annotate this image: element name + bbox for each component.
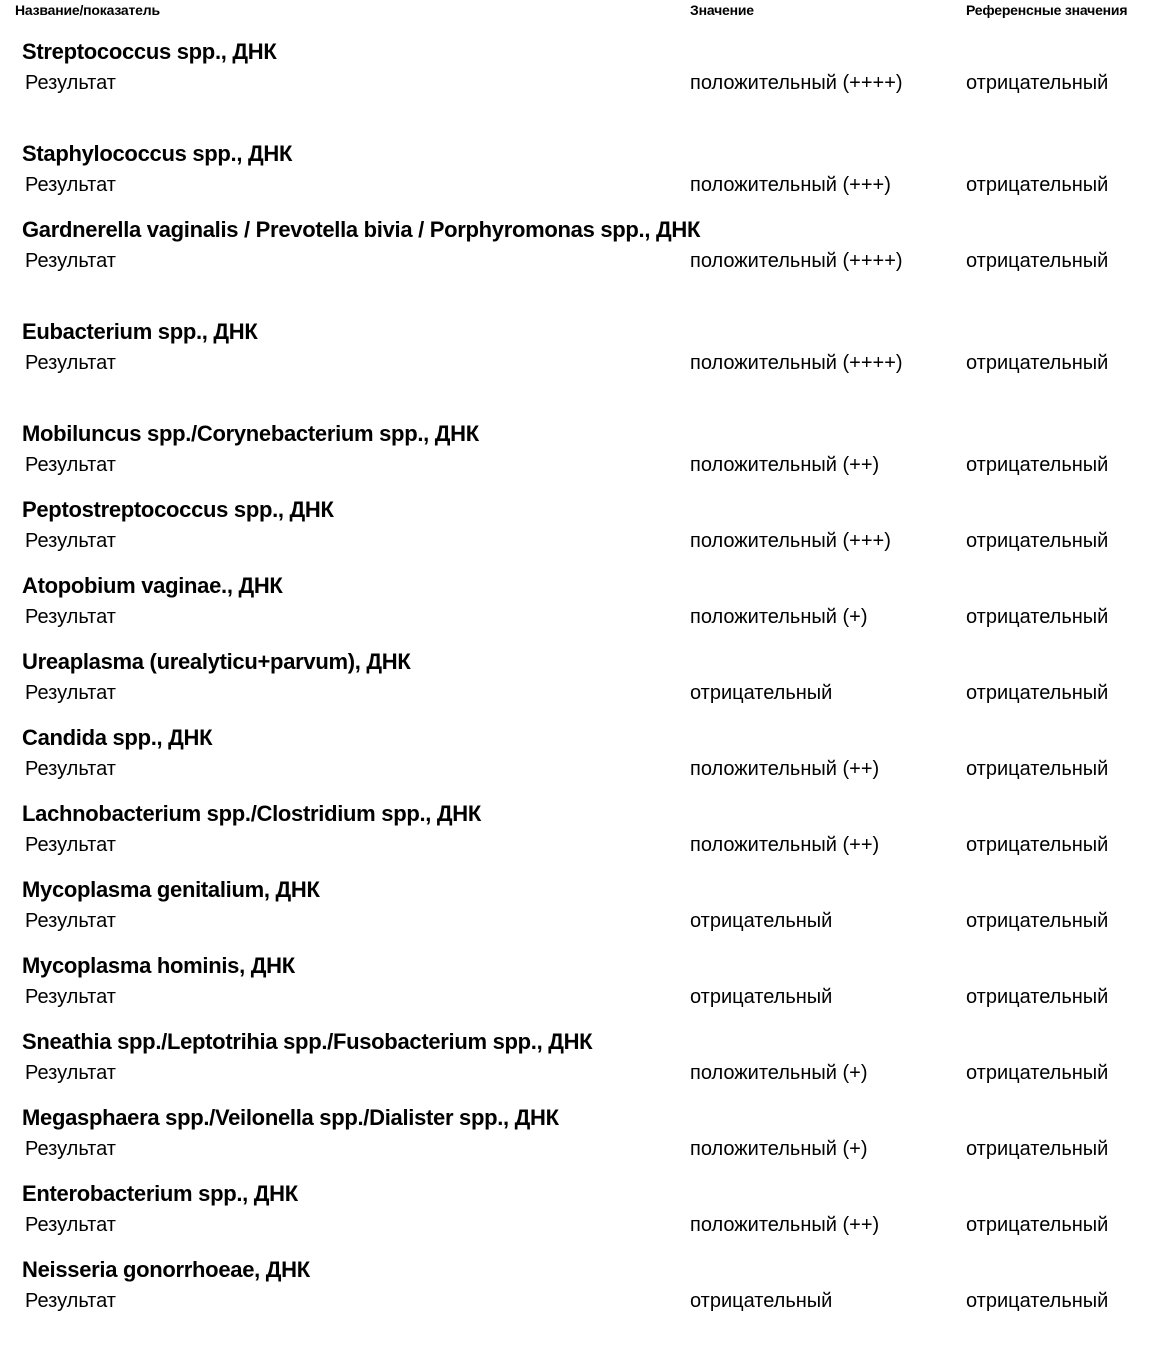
header-reference: Референсные значения bbox=[966, 2, 1128, 18]
test-group bbox=[0, 496, 1170, 572]
test-title: Ureaplasma (urealyticu+parvum), ДНК bbox=[22, 649, 411, 674]
test-title: Sneathia spp./Leptotrihia spp./Fusobacterium spp., ДНК bbox=[22, 1029, 593, 1054]
table-header bbox=[0, 0, 1170, 24]
test-title: Atopobium vaginae., ДНК bbox=[22, 573, 283, 598]
test-group bbox=[0, 318, 1170, 420]
result-value: отрицательный bbox=[690, 910, 833, 932]
result-row bbox=[0, 1288, 1170, 1332]
result-label: Результат bbox=[25, 834, 116, 856]
result-row bbox=[0, 756, 1170, 800]
test-title: Streptococcus spp., ДНК bbox=[22, 39, 277, 64]
result-row bbox=[0, 908, 1170, 952]
reference-value: отрицательный bbox=[966, 758, 1109, 780]
test-title: Staphylococcus spp., ДНК bbox=[22, 141, 293, 166]
test-group bbox=[0, 1180, 1170, 1256]
result-row bbox=[0, 1136, 1170, 1180]
result-row bbox=[0, 350, 1170, 420]
reference-value: отрицательный bbox=[966, 1290, 1109, 1312]
result-label: Результат bbox=[25, 910, 116, 932]
result-label: Результат bbox=[25, 1214, 116, 1236]
reference-value: отрицательный bbox=[966, 682, 1109, 704]
test-title: Mobiluncus spp./Corynebacterium spp., ДНК bbox=[22, 421, 479, 446]
result-label: Результат bbox=[25, 454, 116, 476]
test-group bbox=[0, 38, 1170, 140]
result-row bbox=[0, 984, 1170, 1028]
result-row bbox=[0, 528, 1170, 572]
test-title: Gardnerella vaginalis / Prevotella bivia / Porphyromonas spp., ДНК bbox=[22, 217, 701, 242]
result-value: положительный (+++) bbox=[690, 530, 891, 552]
result-row bbox=[0, 832, 1170, 876]
result-label: Результат bbox=[25, 530, 116, 552]
result-label: Результат bbox=[25, 250, 116, 272]
result-value: положительный (++++) bbox=[690, 352, 903, 374]
test-group bbox=[0, 800, 1170, 876]
reference-value: отрицательный bbox=[966, 834, 1109, 856]
reference-value: отрицательный bbox=[966, 352, 1109, 374]
result-value: положительный (+++) bbox=[690, 174, 891, 196]
test-group bbox=[0, 1028, 1170, 1104]
test-group bbox=[0, 216, 1170, 318]
test-title: Lachnobacterium spp./Clostridium spp., ДНК bbox=[22, 801, 481, 826]
test-group bbox=[0, 952, 1170, 1028]
result-value: положительный (++++) bbox=[690, 250, 903, 272]
result-value: положительный (+) bbox=[690, 606, 868, 628]
test-group bbox=[0, 648, 1170, 724]
reference-value: отрицательный bbox=[966, 1062, 1109, 1084]
result-value: положительный (+) bbox=[690, 1062, 868, 1084]
test-group bbox=[0, 572, 1170, 648]
result-row bbox=[0, 1060, 1170, 1104]
reference-value: отрицательный bbox=[966, 454, 1109, 476]
result-row bbox=[0, 680, 1170, 724]
test-group bbox=[0, 1256, 1170, 1332]
reference-value: отрицательный bbox=[966, 1138, 1109, 1160]
result-label: Результат bbox=[25, 1290, 116, 1312]
reference-value: отрицательный bbox=[966, 250, 1109, 272]
reference-value: отрицательный bbox=[966, 1214, 1109, 1236]
result-value: положительный (++++) bbox=[690, 72, 903, 94]
result-label: Результат bbox=[25, 758, 116, 780]
test-title: Mycoplasma genitalium, ДНК bbox=[22, 877, 320, 902]
result-label: Результат bbox=[25, 986, 116, 1008]
reference-value: отрицательный bbox=[966, 606, 1109, 628]
test-group bbox=[0, 1104, 1170, 1180]
result-value: отрицательный bbox=[690, 1290, 833, 1312]
reference-value: отрицательный bbox=[966, 174, 1109, 196]
result-label: Результат bbox=[25, 1138, 116, 1160]
test-title: Enterobacterium spp., ДНК bbox=[22, 1181, 298, 1206]
result-row bbox=[0, 70, 1170, 140]
test-title: Eubacterium spp., ДНК bbox=[22, 319, 258, 344]
header-name: Название/показатель bbox=[15, 2, 160, 18]
result-value: положительный (++) bbox=[690, 758, 880, 780]
result-label: Результат bbox=[25, 1062, 116, 1084]
test-group bbox=[0, 876, 1170, 952]
result-label: Результат bbox=[25, 174, 116, 196]
reference-value: отрицательный bbox=[966, 986, 1109, 1008]
test-title: Mycoplasma hominis, ДНК bbox=[22, 953, 295, 978]
result-label: Результат bbox=[25, 606, 116, 628]
header-value: Значение bbox=[690, 2, 754, 18]
reference-value: отрицательный bbox=[966, 530, 1109, 552]
result-row bbox=[0, 1212, 1170, 1256]
result-row bbox=[0, 604, 1170, 648]
result-label: Результат bbox=[25, 72, 116, 94]
test-title: Candida spp., ДНК bbox=[22, 725, 213, 750]
result-value: отрицательный bbox=[690, 682, 833, 704]
result-label: Результат bbox=[25, 352, 116, 374]
result-row bbox=[0, 452, 1170, 496]
test-title: Peptostreptococcus spp., ДНК bbox=[22, 497, 334, 522]
result-label: Результат bbox=[25, 682, 116, 704]
result-value: положительный (++) bbox=[690, 454, 880, 476]
results-table bbox=[0, 38, 1170, 1332]
test-title: Megasphaera spp./Veilonella spp./Dialister spp., ДНК bbox=[22, 1105, 559, 1130]
test-group bbox=[0, 140, 1170, 216]
result-value: положительный (++) bbox=[690, 834, 880, 856]
result-row bbox=[0, 172, 1170, 216]
test-group bbox=[0, 420, 1170, 496]
test-title: Neisseria gonorrhoeae, ДНК bbox=[22, 1257, 310, 1282]
test-group bbox=[0, 724, 1170, 800]
reference-value: отрицательный bbox=[966, 72, 1109, 94]
result-value: положительный (+) bbox=[690, 1138, 868, 1160]
reference-value: отрицательный bbox=[966, 910, 1109, 932]
result-value: отрицательный bbox=[690, 986, 833, 1008]
result-row bbox=[0, 248, 1170, 318]
result-value: положительный (++) bbox=[690, 1214, 880, 1236]
